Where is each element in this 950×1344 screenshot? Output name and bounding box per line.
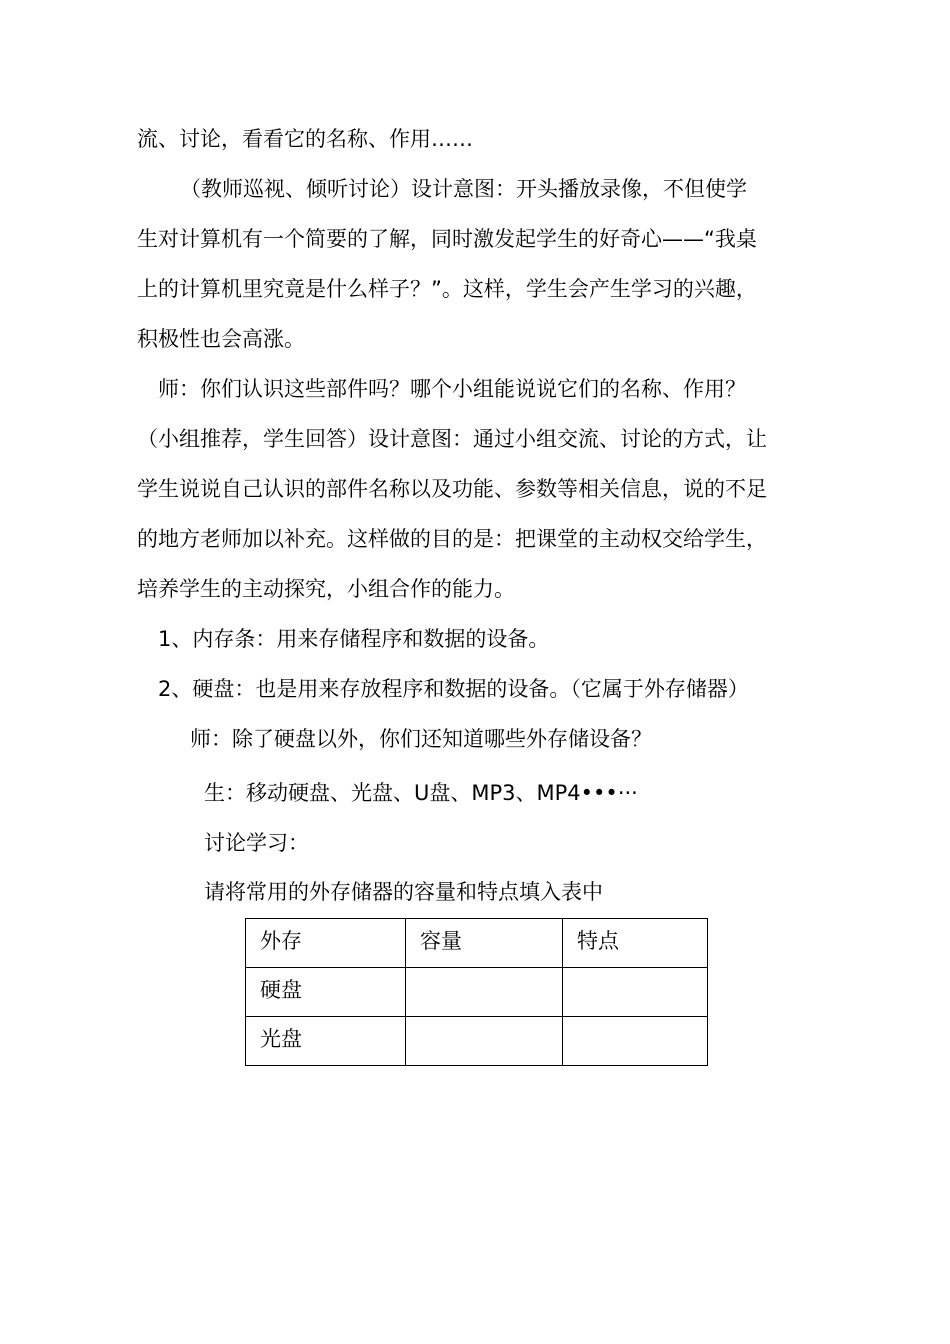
table-cell: 硬盘 bbox=[246, 968, 406, 1017]
paragraph-line: 师：你们认识这些部件吗？哪个小组能说说它们的名称、作用？ bbox=[158, 377, 746, 401]
paragraph-line: 学生说说自己认识的部件名称以及功能、参数等相关信息，说的不足 bbox=[137, 477, 767, 501]
paragraph-line: 生对计算机有一个简要的了解，同时激发起学生的好奇心——“我桌 bbox=[137, 227, 757, 251]
storage-table bbox=[245, 918, 708, 1066]
paragraph-line: 积极性也会高涨。 bbox=[137, 327, 305, 351]
table-row bbox=[246, 968, 708, 1017]
paragraph-line: 讨论学习： bbox=[204, 831, 309, 855]
paragraph-line: 师：除了硬盘以外，你们还知道哪些外存储设备？ bbox=[190, 727, 652, 751]
paragraph-line: 的地方老师加以补充。这样做的目的是：把课堂的主动权交给学生， bbox=[137, 527, 767, 551]
table-cell bbox=[563, 1017, 708, 1066]
paragraph-line: 流、讨论，看看它的名称、作用…… bbox=[137, 127, 473, 151]
table-header-cell: 外存 bbox=[246, 919, 406, 968]
paragraph-line: 培养学生的主动探究，小组合作的能力。 bbox=[137, 577, 515, 601]
table-cell: 光盘 bbox=[246, 1017, 406, 1066]
table-cell bbox=[406, 1017, 563, 1066]
paragraph-line: （小组推荐，学生回答）设计意图：通过小组交流、讨论的方式，让 bbox=[137, 427, 767, 451]
list-item: 1、内存条：用来存储程序和数据的设备。 bbox=[158, 627, 550, 651]
paragraph-line: 请将常用的外存储器的容量和特点填入表中 bbox=[204, 880, 603, 904]
list-item: 2、硬盘：也是用来存放程序和数据的设备。（它属于外存储器） bbox=[158, 677, 749, 701]
table-cell bbox=[563, 968, 708, 1017]
table-cell bbox=[406, 968, 563, 1017]
table-header-cell: 容量 bbox=[406, 919, 563, 968]
table-row bbox=[246, 1017, 708, 1066]
paragraph-line: 生：移动硬盘、光盘、U盘、MP3、MP4•••··· bbox=[204, 781, 638, 805]
paragraph-line: 上的计算机里究竟是什么样子？”。这样，学生会产生学习的兴趣， bbox=[137, 277, 757, 301]
paragraph-line: （教师巡视、倾听讨论）设计意图：开头播放录像，不但使学 bbox=[180, 177, 747, 201]
table-header-cell: 特点 bbox=[563, 919, 708, 968]
table-header-row bbox=[246, 919, 708, 968]
